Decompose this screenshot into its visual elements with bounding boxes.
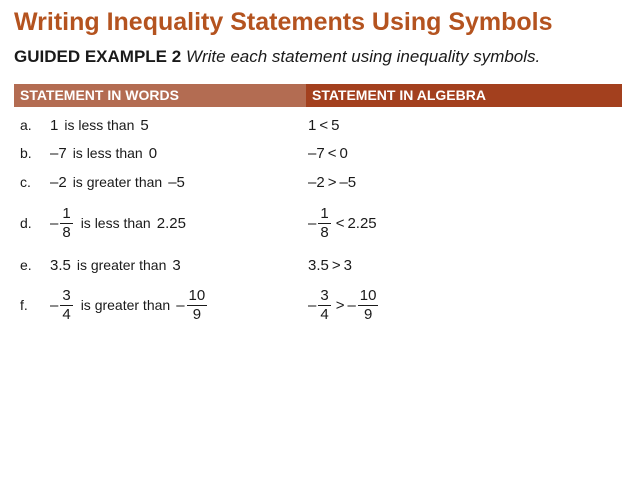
inequality-symbol: < bbox=[335, 214, 345, 232]
table-row bbox=[0, 255, 638, 275]
algebra-left-sign: – bbox=[308, 214, 317, 232]
inequality-symbol: < bbox=[319, 116, 329, 134]
algebra-left-fraction bbox=[318, 205, 330, 242]
inequality-symbol: > bbox=[327, 173, 337, 191]
fraction-denominator: 4 bbox=[320, 305, 329, 323]
words-left-value: –7 bbox=[50, 144, 67, 162]
words-right-value: 2.25 bbox=[156, 214, 186, 232]
statement-words bbox=[50, 143, 157, 163]
inequality-symbol: > bbox=[335, 296, 345, 314]
header-algebra: STATEMENT IN ALGEBRA bbox=[306, 84, 622, 107]
words-left-value: 1 bbox=[50, 116, 59, 134]
words-phrase: is greater than bbox=[72, 174, 163, 190]
words-phrase: is greater than bbox=[80, 297, 171, 313]
words-right-sign: – bbox=[176, 296, 185, 314]
fraction-numerator: 10 bbox=[359, 286, 377, 304]
fraction-denominator: 9 bbox=[192, 305, 202, 323]
algebra-right-value: 3 bbox=[343, 256, 352, 274]
row-letter: c. bbox=[20, 174, 31, 190]
inequality-symbol: > bbox=[331, 256, 341, 274]
words-left-fraction bbox=[60, 205, 72, 242]
algebra-right-value: 5 bbox=[331, 116, 340, 134]
algebra-left-fraction bbox=[318, 287, 330, 324]
row-letter: e. bbox=[20, 257, 32, 273]
fraction-denominator: 8 bbox=[320, 223, 329, 241]
table-row bbox=[0, 203, 638, 243]
fraction-numerator: 3 bbox=[320, 286, 329, 304]
statement-words bbox=[50, 115, 149, 135]
statement-algebra bbox=[308, 285, 380, 325]
algebra-right-sign: – bbox=[347, 296, 356, 314]
row-letter: d. bbox=[20, 215, 32, 231]
statement-words bbox=[50, 172, 185, 192]
header-words: STATEMENT IN WORDS bbox=[14, 84, 306, 107]
table-row bbox=[0, 115, 638, 135]
row-letter: f. bbox=[20, 297, 28, 313]
fraction-denominator: 8 bbox=[62, 223, 71, 241]
fraction-denominator: 4 bbox=[62, 305, 71, 323]
words-phrase: is less than bbox=[72, 145, 143, 161]
statement-algebra bbox=[308, 115, 339, 135]
row-letter: a. bbox=[20, 117, 32, 133]
example-instruction: Write each statement using inequality symbols. bbox=[185, 47, 541, 66]
words-right-value: 3 bbox=[172, 256, 181, 274]
page-title: Writing Inequality Statements Using Symbols bbox=[14, 8, 553, 36]
words-phrase: is less than bbox=[64, 117, 135, 133]
statement-algebra bbox=[308, 203, 377, 243]
words-left-sign: – bbox=[50, 296, 59, 314]
table-row bbox=[0, 143, 638, 163]
algebra-left-value: 3.5 bbox=[308, 256, 329, 274]
guided-example-subtitle bbox=[14, 47, 540, 67]
table-row bbox=[0, 285, 638, 325]
words-left-sign: – bbox=[50, 214, 59, 232]
fraction-denominator: 9 bbox=[363, 305, 373, 323]
inequality-symbol: < bbox=[327, 144, 337, 162]
words-left-value: –2 bbox=[50, 173, 67, 191]
statement-algebra bbox=[308, 255, 352, 275]
algebra-right-value: –5 bbox=[339, 173, 357, 191]
example-label: GUIDED EXAMPLE 2 bbox=[14, 47, 182, 66]
algebra-right-value: 0 bbox=[339, 144, 348, 162]
algebra-right-fraction bbox=[358, 287, 379, 324]
words-right-value: 0 bbox=[148, 144, 158, 162]
words-phrase: is less than bbox=[80, 215, 151, 231]
statement-words bbox=[50, 285, 209, 325]
algebra-left-value: 1 bbox=[308, 116, 317, 134]
fraction-numerator: 1 bbox=[320, 204, 329, 222]
statement-words bbox=[50, 255, 181, 275]
words-right-fraction bbox=[187, 287, 208, 324]
statement-words bbox=[50, 203, 186, 243]
words-left-fraction bbox=[60, 287, 72, 324]
algebra-left-value: –7 bbox=[308, 144, 325, 162]
words-phrase: is greater than bbox=[76, 257, 167, 273]
fraction-numerator: 10 bbox=[188, 286, 206, 304]
words-right-value: –5 bbox=[168, 173, 185, 191]
algebra-left-sign: – bbox=[308, 296, 317, 314]
statement-algebra bbox=[308, 143, 348, 163]
algebra-left-value: –2 bbox=[308, 173, 325, 191]
statement-algebra bbox=[308, 172, 356, 192]
words-left-value: 3.5 bbox=[50, 256, 71, 274]
fraction-numerator: 3 bbox=[62, 286, 71, 304]
words-right-value: 5 bbox=[140, 116, 149, 134]
table-row bbox=[0, 172, 638, 192]
row-letter: b. bbox=[20, 145, 32, 161]
fraction-numerator: 1 bbox=[62, 204, 71, 222]
algebra-right-value: 2.25 bbox=[347, 214, 377, 232]
